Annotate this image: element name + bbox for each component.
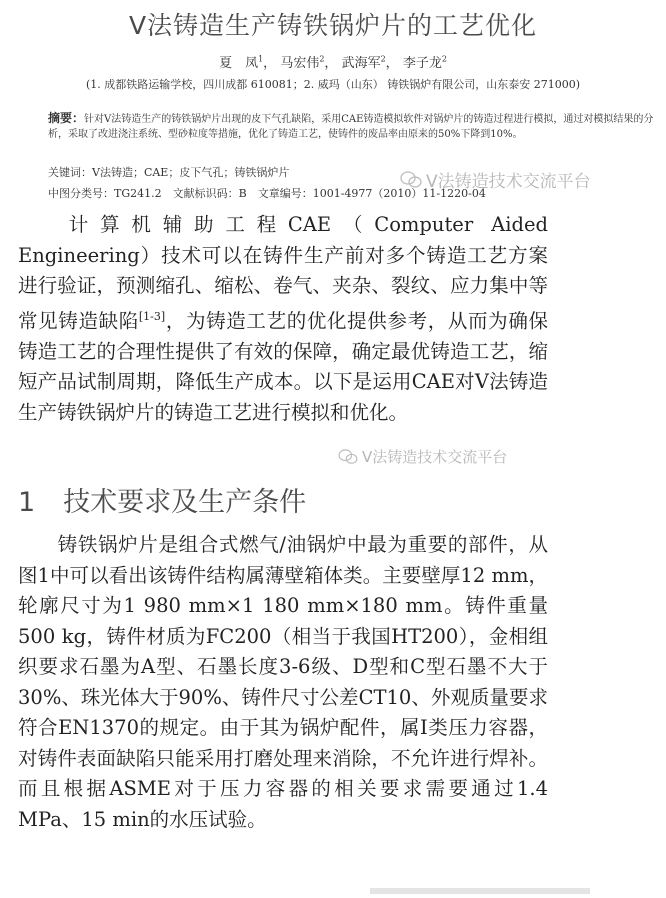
intro-text-cont: ，为铸造工艺的优化提供参考，从而为确保铸造工艺的合理性提供了有效的保障，确定最优铸造工艺，缩短产品试制周期，降低生产成本。以下是运用CAE对V法铸造生产铸铁锅炉片的铸造工艺进行模拟和优化。 bbox=[18, 309, 548, 424]
abstract-label: 摘要： bbox=[48, 111, 85, 125]
keywords-label: 关键词： bbox=[48, 166, 92, 179]
paragraph-text: 铸铁锅炉片是组合式燃气/油锅炉中最为重要的部件，从图1中可以看出该铸件结构属薄壁箱体类。主要壁厚12 mm，轮廓尺寸为1 980 mm×1 180 mm×180 mm。铸件重量500 kg，铸件材质为FC200（相当于我国HT200），金相组织要求石墨为A型、石墨长度3-6级、D型和C型石墨不大于30%、珠光体大于90%、铸件尺寸公差CT10、外观质量要求符合EN1370的规定。由于其为锅炉配件，属Ⅰ类压力容器，对铸件表面缺陷只能采用打磨处理来消除，不允许进行焊补。而且根据ASME对于压力容器的相关要求需要通过1.4 MPa、15 min的水压试验。 bbox=[18, 533, 548, 831]
intro-paragraph bbox=[18, 210, 548, 428]
author-affil-mark: 1 bbox=[258, 54, 264, 64]
section-heading bbox=[18, 480, 306, 519]
section-title: 技术要求及生产条件 bbox=[63, 487, 307, 518]
watermark bbox=[338, 446, 507, 467]
author-affil-mark: 2 bbox=[380, 54, 386, 64]
intro-text: 计算机辅助工程CAE（Computer Aided Engineering）技术可以在铸件生产前对多个铸造工艺方案进行验证，预测缩孔、缩松、卷气、夹杂、裂纹、应力集中等常见铸造缺陷 bbox=[18, 213, 548, 332]
body-paragraph bbox=[18, 530, 548, 835]
author-name: 李子龙 bbox=[402, 56, 442, 71]
citation-ref: [1-3] bbox=[138, 309, 166, 323]
affiliation: (1. 成都铁路运输学校，四川成都 610081；2. 威玛（山东） 铸铁锅炉有限公司，山东泰安 271000) bbox=[85, 78, 581, 91]
watermark-text: V法铸造技术交流平台 bbox=[426, 172, 591, 192]
wechat-icon bbox=[338, 449, 358, 465]
author-name: 武海军 bbox=[341, 56, 381, 71]
abstract-text: 针对V法铸造生产的铸铁锅炉片出现的皮下气孔缺陷，采用CAE铸造模拟软件对锅炉片的铸造过程进行模拟，通过对模拟结果的分析，采取了改进浇注系统、型砂粒度等措施，优化了铸造工艺，使铸件的废品率由原来的50%下降到10%。 bbox=[48, 114, 654, 140]
author-list: 夏 凤$^1$， 马宏伟$^2$， 武海军$^2$， 李子龙$^2$ bbox=[219, 54, 447, 71]
paper-title: V法铸造生产铸铁锅炉片的工艺优化 bbox=[128, 11, 538, 40]
classification-line: 中图分类号：TG241.2 文献标识码：B 文章编号：1001-4977（2010）11-1220-04 bbox=[48, 187, 486, 200]
author-name: 马宏伟 bbox=[280, 56, 320, 71]
keywords-text: V法铸造；CAE；皮下气孔；铸铁锅炉片 bbox=[92, 166, 290, 179]
section-number: 1 bbox=[18, 487, 36, 518]
watermark bbox=[400, 167, 591, 192]
page-edge-fade bbox=[370, 888, 590, 894]
author-name: 夏 凤 bbox=[219, 56, 259, 71]
abstract bbox=[48, 111, 658, 142]
author-affil-mark: 2 bbox=[441, 54, 447, 64]
wechat-icon bbox=[400, 171, 422, 189]
author-affil-mark: 2 bbox=[319, 54, 325, 64]
watermark-text: V法铸造技术交流平台 bbox=[362, 448, 508, 466]
